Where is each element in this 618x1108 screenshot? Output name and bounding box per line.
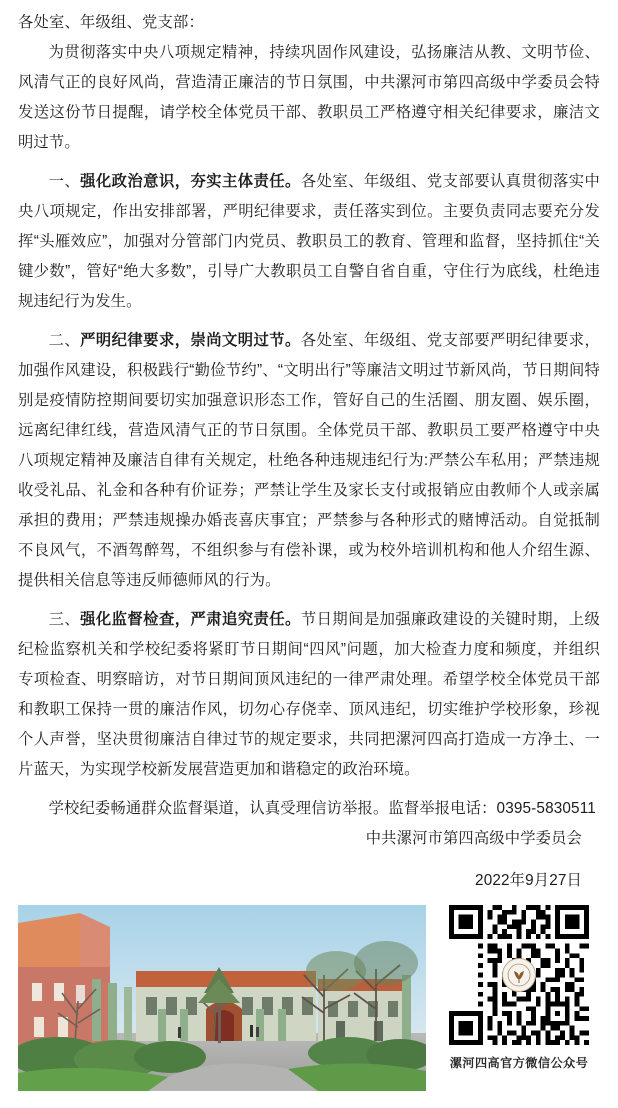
school-campus-photo (18, 905, 426, 1091)
media-block (0, 900, 618, 1108)
closing-paragraph: 学校纪委畅通群众监督渠道，认真受理信访举报。监督举报电话：0395-5830511 (48, 800, 596, 817)
section-body-3: 节日期间是加强廉政建设的关键时期，上级纪检监察机关和学校纪委将紧盯节日期间“四风”问题，加大检查力度和频度，并组织专项检查、明察暗访，对节日期间顶风违纪的一律严肃处理。希望学校全体党员干部和教职工保持一贯的廉洁作风，切勿心存侥幸、顶风违纪，切实维护学校形象，珍视个人声誉，坚决贯彻廉洁自律过节的规定要求，共同把漯河四高打造成一方净土、一片蓝天，为实现学校新发展营造更加和谐稳定的政治环境。 (18, 611, 600, 778)
section-heading-1: 强化政治意识，夯实主体责任。 (80, 173, 301, 190)
intro-paragraph: 为贯彻落实中央八项规定精神，持续巩固作风建设，弘扬廉洁从教、文明节俭、风清气正的良好风尚，营造清正廉洁的节日氛围，中共漯河市第四高级中学委员会特发送这份节日提醒，请学校全体党员干部、教职员工严格遵守相关纪律要求，廉洁文明过节。 (18, 44, 600, 151)
section-heading-2: 严明纪律要求，崇尚文明过节。 (80, 332, 301, 349)
section-heading-3: 强化监督检查，严肃追究责任。 (80, 611, 301, 628)
date-line: 2022年9月27日 (475, 872, 582, 889)
emblem-glyph (507, 963, 531, 987)
section-paragraph-3 (18, 605, 600, 785)
qr-code-image[interactable] (449, 905, 589, 1045)
campus-photo-illustration (18, 905, 426, 1091)
qr-code-block (443, 905, 595, 1095)
section-number-2: 二、 (48, 332, 81, 349)
section-body-1: 各处室、年级组、党支部要认真贯彻落实中央八项规定，作出安排部署，严明纪律要求，责任落实到位。主要负责同志要充分发挥“头雁效应”，加强对分管部门内党员、教职员工的教育、管理和监督，坚持抓住“关键少数”，管好“绝大多数”，引导广大教职员工自警自省自重，守住行为底线，杜绝违规违纪行为发生。 (18, 173, 600, 310)
section-number-3: 三、 (48, 611, 81, 628)
salutation-line: 各处室、年级组、党支部： (18, 14, 204, 31)
qr-caption: 漯河四高官方微信公众号 (449, 1056, 589, 1070)
section-number-1: 一、 (48, 173, 81, 190)
section-body-2: 各处室、年级组、党支部要严明纪律要求，加强作风建设，积极践行“勤俭节约”、“文明出行”等廉洁文明过节新风尚，节日期间特别是疫情防控期间要切实加强意识形态工作，管好自己的生活圈、朋友圈、娱乐圈，远离纪律红线，营造风清气正的节日氛围。全体党员干部、教职员工要严格遵守中央八项规定精神及廉洁自律有关规定，杜绝各种违规违纪行为:严禁公车私用；严禁违规收受礼品、礼金和各种有价证券；严禁让学生及家长支付或报销应由教师个人或亲属承担的费用；严禁违规操办婚丧喜庆事宜；严禁参与各种形式的赌博活动。自觉抵制不良风气，不酒驾醉驾，不组织参与有偿补课，或为校外培训机构和他人介绍生源、提供相关信息等违反师德师风的行为。 (18, 332, 600, 589)
signature-line: 中共漯河市第四高级中学委员会 (365, 830, 582, 847)
section-paragraph-1 (18, 167, 600, 317)
section-paragraph-2 (18, 326, 600, 596)
school-emblem-icon (502, 958, 536, 992)
